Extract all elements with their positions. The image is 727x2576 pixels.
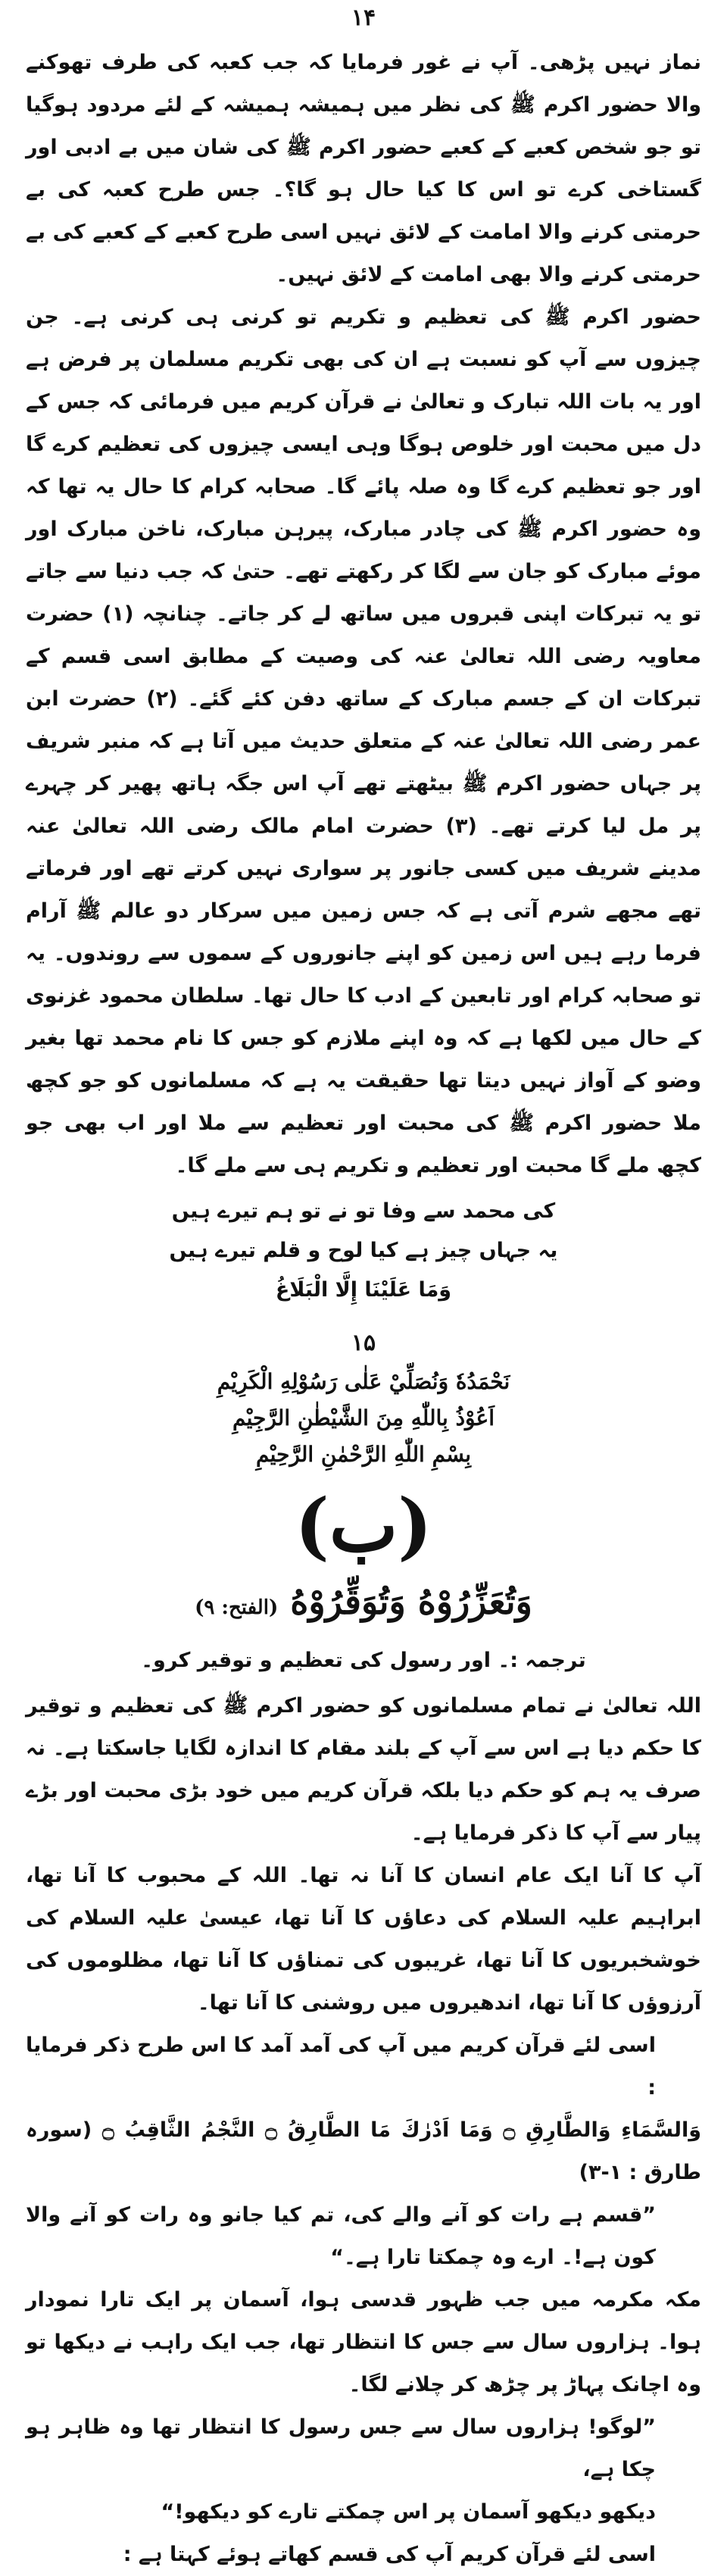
paragraph: اسی لئے قرآن کریم آپ کی قسم کھاتے ہوئے کہتا ہے : (123, 2543, 656, 2566)
quote-line: ”لوگو! ہزاروں سال سے جس رسول کا انتظار تھا وہ ظاہر ہو چکا ہے، (26, 2415, 656, 2481)
opening-invocations (26, 1364, 701, 1473)
page-number: ۱۴ (351, 5, 376, 31)
verse-translation: ”قسم ہے رات کو آنے والے کی، تم کیا جانو وہ رات کو آنے والا کون ہے!۔ ارے وہ چمکتا تارا ہے۔“ (26, 2203, 656, 2269)
paragraph: آپ کا آنا ایک عام انسان کا آنا نہ تھا۔ اللہ کے محبوب کا آنا تھا، ابراہیم علیہ السلام کی دعاؤں کا آنا تھا، عیسیٰ علیہ السلام کی خوشخبریوں کا آنا تھا، غریبوں کی تمناؤں کا آنا تھا، مظلوموں کی آرزوؤں کا آنا تھا، اندھیروں میں روشنی کا آنا تھا۔ (26, 1864, 701, 2015)
invocation-line: بِسْمِ اللّٰهِ الرَّحْمٰنِ الرَّحِيْمِ (256, 1442, 471, 1467)
section-letter: (ب) (295, 1483, 432, 1568)
quran-heading (26, 1571, 701, 1638)
poetry-verse (26, 1192, 701, 1310)
quote-line: دیکھو دیکھو آسمان پر اس چمکتے تارے کو دیکھو!“ (161, 2500, 656, 2524)
verse-line: یہ جہاں چیز ہے کیا لوح و قلم تیرے ہیں (169, 1239, 558, 1262)
page1-body (26, 42, 701, 1187)
paragraph: نماز نہیں پڑھی۔ آپ نے غور فرمایا کہ جب کعبہ کی طرف تھوکنے والا حضور اکرم ﷺ کی نظر میں ہمیشہ ہمیشہ کے لئے مردود ہوگیا تو جو شخص کعبے کے کعبے حضور اکرم ﷺ کی شان میں بے ادبی اور گستاخی کرے تو اس کا کیا حال ہو گا؟۔ جس طرح کعبہ کی بے حرمتی کرنے والا امامت کے لائق نہیں اسی طرح کعبے کے کعبے کی بے حرمتی کرنے والا بھی امامت کے لائق نہیں۔ (26, 51, 701, 286)
paragraph: اسی لئے قرآن کریم میں آپ کی آمد آمد کا اس طرح ذکر فرمایا : (26, 2034, 656, 2099)
quran-verse-arabic: وَالسَّمَاءِ وَالطَّارِقِ ۝ وَمَا اَدْرٰكَ مَا الطَّارِقُ ۝ النَّجْمُ الثَّاقِبُ ۝ (سورہ طارق : ۱-۳) (26, 2118, 701, 2184)
paragraph: حضور اکرم ﷺ کی تعظیم و تکریم تو کرنی ہی کرنی ہے۔ جن چیزوں سے آپ کو نسبت ہے ان کی بھی تکریم مسلمان پر فرض ہے اور یہ بات اللہ تبارک و تعالیٰ نے قرآن کریم میں فرمائی کہ جس کے دل میں محبت اور خلوص ہوگا وہی ایسی چیزوں کی تعظیم کرے گا اور جو تعظیم کرے گا وہ صلہ پائے گا۔ صحابہ کرام کا حال یہ تھا کہ وہ حضور اکرم ﷺ کی چادر مبارک، پیرہن مبارک، ناخن مبارک اور موئے مبارک کو جان سے لگا کر رکھتے تھے۔ حتیٰ کہ جب دنیا سے جاتے تو یہ تبرکات اپنی قبروں میں ساتھ لے کر جاتے۔ چنانچہ (۱) حضرت معاویہ رضی اللہ تعالیٰ عنہ کی وصیت کے مطابق اسی قسم کے تبرکات ان کے جسم مبارک کے ساتھ دفن کئے گئے۔ (۲) حضرت ابن عمر رضی اللہ تعالیٰ عنہ کے متعلق حدیث میں آتا ہے کہ منبر شریف پر جہاں حضور اکرم ﷺ بیٹھتے تھے آپ اس جگہ ہاتھ پھیر کر چہرے پر مل لیا کرتے تھے۔ (۳) حضرت امام مالک رضی اللہ تعالیٰ عنہ مدینے شریف میں کسی جانور پر سواری نہیں کرتے تھے اور فرماتے تھے مجھے شرم آتی ہے کہ جس زمین میں سرکار دو عالم ﷺ آرام فرما رہے ہیں اس زمین کو اپنے جانوروں کے سموں سے روندوں۔ یہ تو صحابہ کرام اور تابعین کے ادب کا حال تھا۔ سلطان محمود غزنوی کے حال میں لکھا ہے کہ وہ اپنے ملازم کو جس کا نام محمد تھا بغیر وضو کے آواز نہیں دیتا تھا حقیقت یہ ہے کہ مسلمانوں کو جو کچھ ملا حضور اکرم ﷺ کی محبت اور تعظیم سے ملا اور اب بھی جو کچھ ملے گا محبت اور تعظیم و تکریم ہی سے ملے گا۔ (26, 305, 702, 1177)
quran-heading-text: وَتُعَزِّرُوْهُ وَتُوَقِّرُوْهُ (290, 1581, 532, 1622)
translation: ترجمہ :۔ اور رسول کی تعظیم و توقیر کرو۔ (141, 1649, 586, 1672)
page-number: ۱۵ (351, 1330, 376, 1356)
verse-line: وَمَا عَلَيْنَا إِلَّا الْبَلَاغُ (275, 1278, 452, 1302)
invocation-line: اَعُوْذُ بِاللّٰهِ مِنَ الشَّيْطٰنِ الرَّجِيْمِ (232, 1405, 495, 1430)
invocation-line: نَحْمَدُهٗ وَنُصَلِّيْ عَلٰى رَسُوْلِهِ الْكَرِيْمِ (217, 1369, 510, 1394)
quran-reference: (الفتح: ۹) (195, 1596, 279, 1619)
page2-body (26, 1685, 701, 2576)
paragraph: مکہ مکرمہ میں جب ظہور قدسی ہوا، آسمان پر ایک تارا نمودار ہوا۔ ہزاروں سال سے جس کا انتظار تھا، جب ایک راہب نے دیکھا تو وہ اچانک پہاڑ پر چڑھ کر چلانے لگا۔ (26, 2288, 701, 2396)
verse-line: کی محمد سے وفا تو نے تو ہم تیرے ہیں (171, 1199, 556, 1223)
paragraph: اللہ تعالیٰ نے تمام مسلمانوں کو حضور اکرم ﷺ کی تعظیم و توقیر کا حکم دیا ہے اس سے آپ کے بلند مقام کا اندازہ لگایا جاسکتا ہے۔ نہ صرف یہ ہم کو حکم دیا بلکہ قرآن کریم میں خود بڑی محبت اور بڑے پیار سے آپ کا ذکر فرمایا ہے۔ (26, 1694, 701, 1845)
